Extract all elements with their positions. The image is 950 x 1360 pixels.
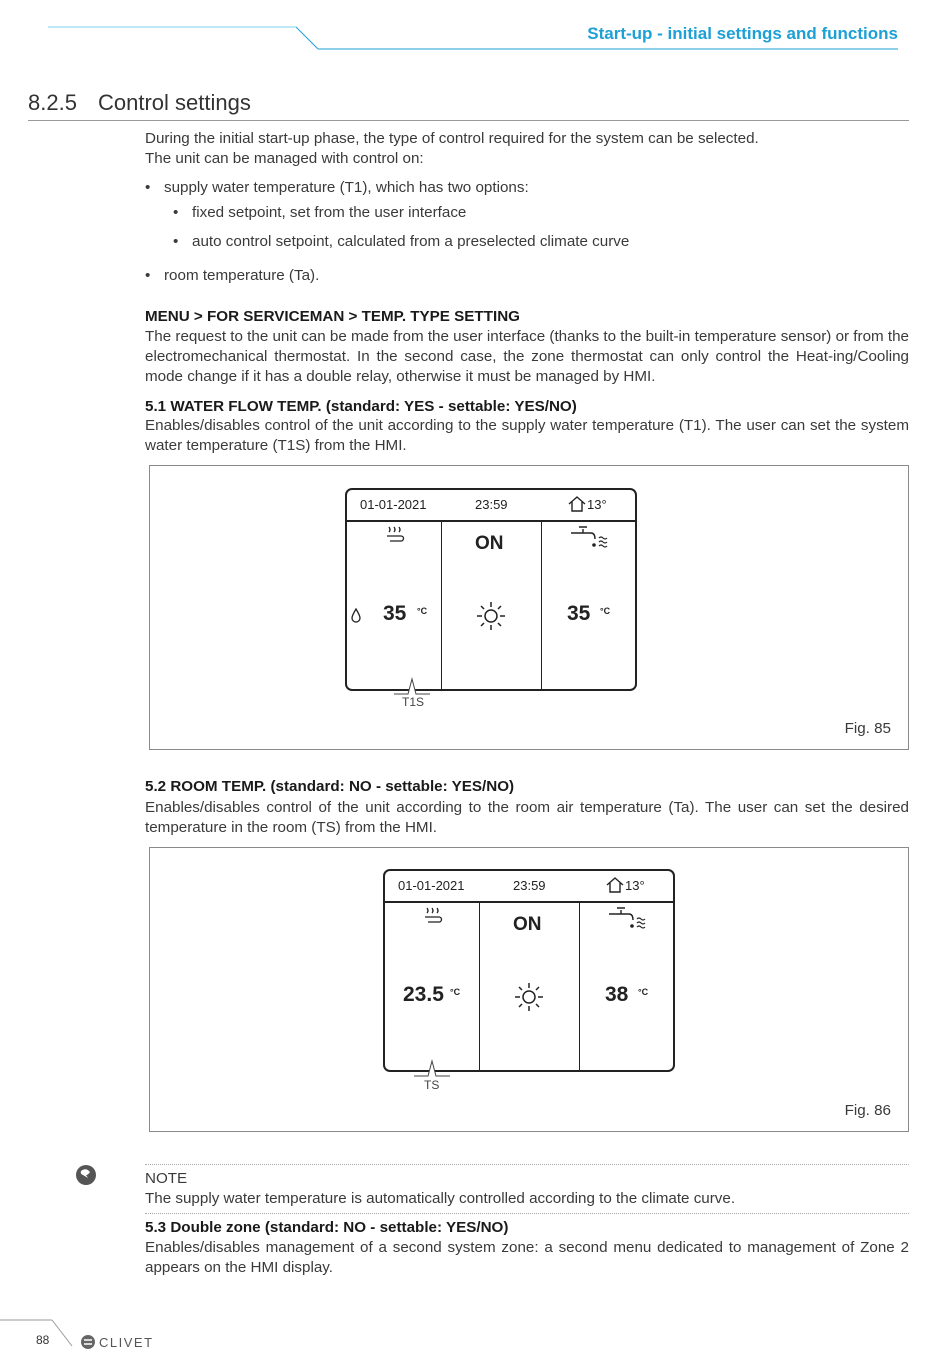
section-number: 8.2.5 bbox=[28, 90, 77, 115]
heating-icon bbox=[422, 905, 444, 927]
screen-time: 23:59 bbox=[513, 878, 546, 893]
figure-86 bbox=[149, 847, 909, 1132]
s53-heading: 5.3 Double zone (standard: NO - settable: YES/NO) bbox=[145, 1219, 509, 1236]
note-text: The supply water temperature is automatically controlled according to the climate curve. bbox=[145, 1190, 736, 1207]
header-title: Start-up - initial settings and functions bbox=[587, 24, 898, 43]
outdoor-temp: 13° bbox=[625, 878, 645, 893]
s53-text: Enables/disables management of a second system zone: a second menu dedicated to management of Zone 2 appears on the HMI display. bbox=[145, 1239, 909, 1276]
room-setpoint-unit: °C bbox=[450, 987, 461, 997]
bullet-dot: • bbox=[173, 204, 179, 221]
outdoor-temp: 13° bbox=[587, 497, 607, 512]
s51-heading: 5.1 WATER FLOW TEMP. (standard: YES - settable: YES/NO) bbox=[145, 398, 577, 415]
note-divider bbox=[145, 1213, 909, 1214]
hmi-screen bbox=[345, 488, 637, 691]
mode-status: ON bbox=[475, 533, 504, 554]
callout-ts: TS bbox=[424, 1078, 440, 1092]
column-divider bbox=[541, 520, 542, 689]
bullet-text: room temperature (Ta). bbox=[164, 267, 320, 284]
screen-status-bar bbox=[347, 490, 635, 522]
bullet-text: auto control setpoint, calculated from a preselected climate curve bbox=[192, 233, 630, 250]
screen-time: 23:59 bbox=[475, 497, 508, 512]
s51-text: Enables/disables control of the unit according to the supply water temperature (T1). The user can set the system water temperature (T1S) from the HMI. bbox=[145, 417, 909, 454]
note-icon bbox=[73, 1162, 99, 1188]
callout-t1s: T1S bbox=[402, 695, 425, 709]
s52-heading: 5.2 ROOM TEMP. (standard: NO - settable: YES/NO) bbox=[145, 778, 515, 795]
page-number: 88 bbox=[36, 1333, 50, 1347]
figure-85 bbox=[149, 465, 909, 750]
water-drop-icon bbox=[350, 607, 362, 623]
hot-water-tap-icon bbox=[569, 523, 611, 553]
column-divider bbox=[479, 901, 480, 1070]
brand-name: CLIVET bbox=[99, 1335, 154, 1350]
intro-line-2: The unit can be managed with control on: bbox=[145, 150, 424, 167]
sun-icon bbox=[475, 600, 507, 632]
left-setpoint-unit: °C bbox=[417, 606, 428, 616]
heating-icon bbox=[384, 524, 406, 546]
hot-water-tap-icon bbox=[607, 904, 649, 934]
s52-text: Enables/disables control of the unit according to the room air temperature (Ta). The user can set the desired temperature in the room (TS) from the HMI. bbox=[145, 799, 909, 836]
right-value-unit: °C bbox=[638, 987, 649, 997]
section-title: Control settings bbox=[98, 90, 251, 115]
screen-date: 01-01-2021 bbox=[398, 878, 465, 893]
section-rule bbox=[28, 120, 909, 121]
screen-status-bar bbox=[385, 871, 673, 903]
mode-status: ON bbox=[513, 914, 542, 935]
right-value: 38 bbox=[605, 983, 629, 1006]
bullet-text: fixed setpoint, set from the user interface bbox=[192, 204, 467, 221]
bullet-dot: • bbox=[145, 267, 151, 284]
right-value-unit: °C bbox=[600, 606, 611, 616]
bullet-dot: • bbox=[173, 233, 179, 250]
hmi-screen bbox=[383, 869, 675, 1072]
note-divider bbox=[145, 1164, 909, 1165]
sun-icon bbox=[513, 981, 545, 1013]
right-value: 35 bbox=[567, 602, 591, 625]
bullet-text: supply water temperature (T1), which has two options: bbox=[164, 179, 529, 196]
note-title: NOTE bbox=[145, 1170, 188, 1187]
figure-label: Fig. 86 bbox=[844, 1102, 891, 1119]
bullet-dot: • bbox=[145, 179, 151, 196]
column-divider bbox=[441, 520, 442, 689]
screen-date: 01-01-2021 bbox=[360, 497, 427, 512]
intro-line-1: During the initial start-up phase, the type of control required for the system can be selected. bbox=[145, 130, 759, 147]
room-setpoint-value: 23.5 bbox=[403, 983, 444, 1006]
clivet-logo bbox=[80, 1333, 168, 1351]
menu-path: MENU > FOR SERVICEMAN > TEMP. TYPE SETTING bbox=[145, 308, 520, 325]
column-divider bbox=[579, 901, 580, 1070]
house-icon bbox=[605, 876, 625, 894]
menu-text: The request to the unit can be made from the user interface (thanks to the built-in temperature sensor) or from the electromechanical thermostat. In the second case, the zone thermostat can only control the Heat-ing/Cooling mode change if it has a double relay, otherwise it must be managed by HMI. bbox=[145, 328, 909, 385]
figure-label: Fig. 85 bbox=[844, 720, 891, 737]
left-setpoint-value: 35 bbox=[383, 602, 407, 625]
house-icon bbox=[567, 495, 587, 513]
